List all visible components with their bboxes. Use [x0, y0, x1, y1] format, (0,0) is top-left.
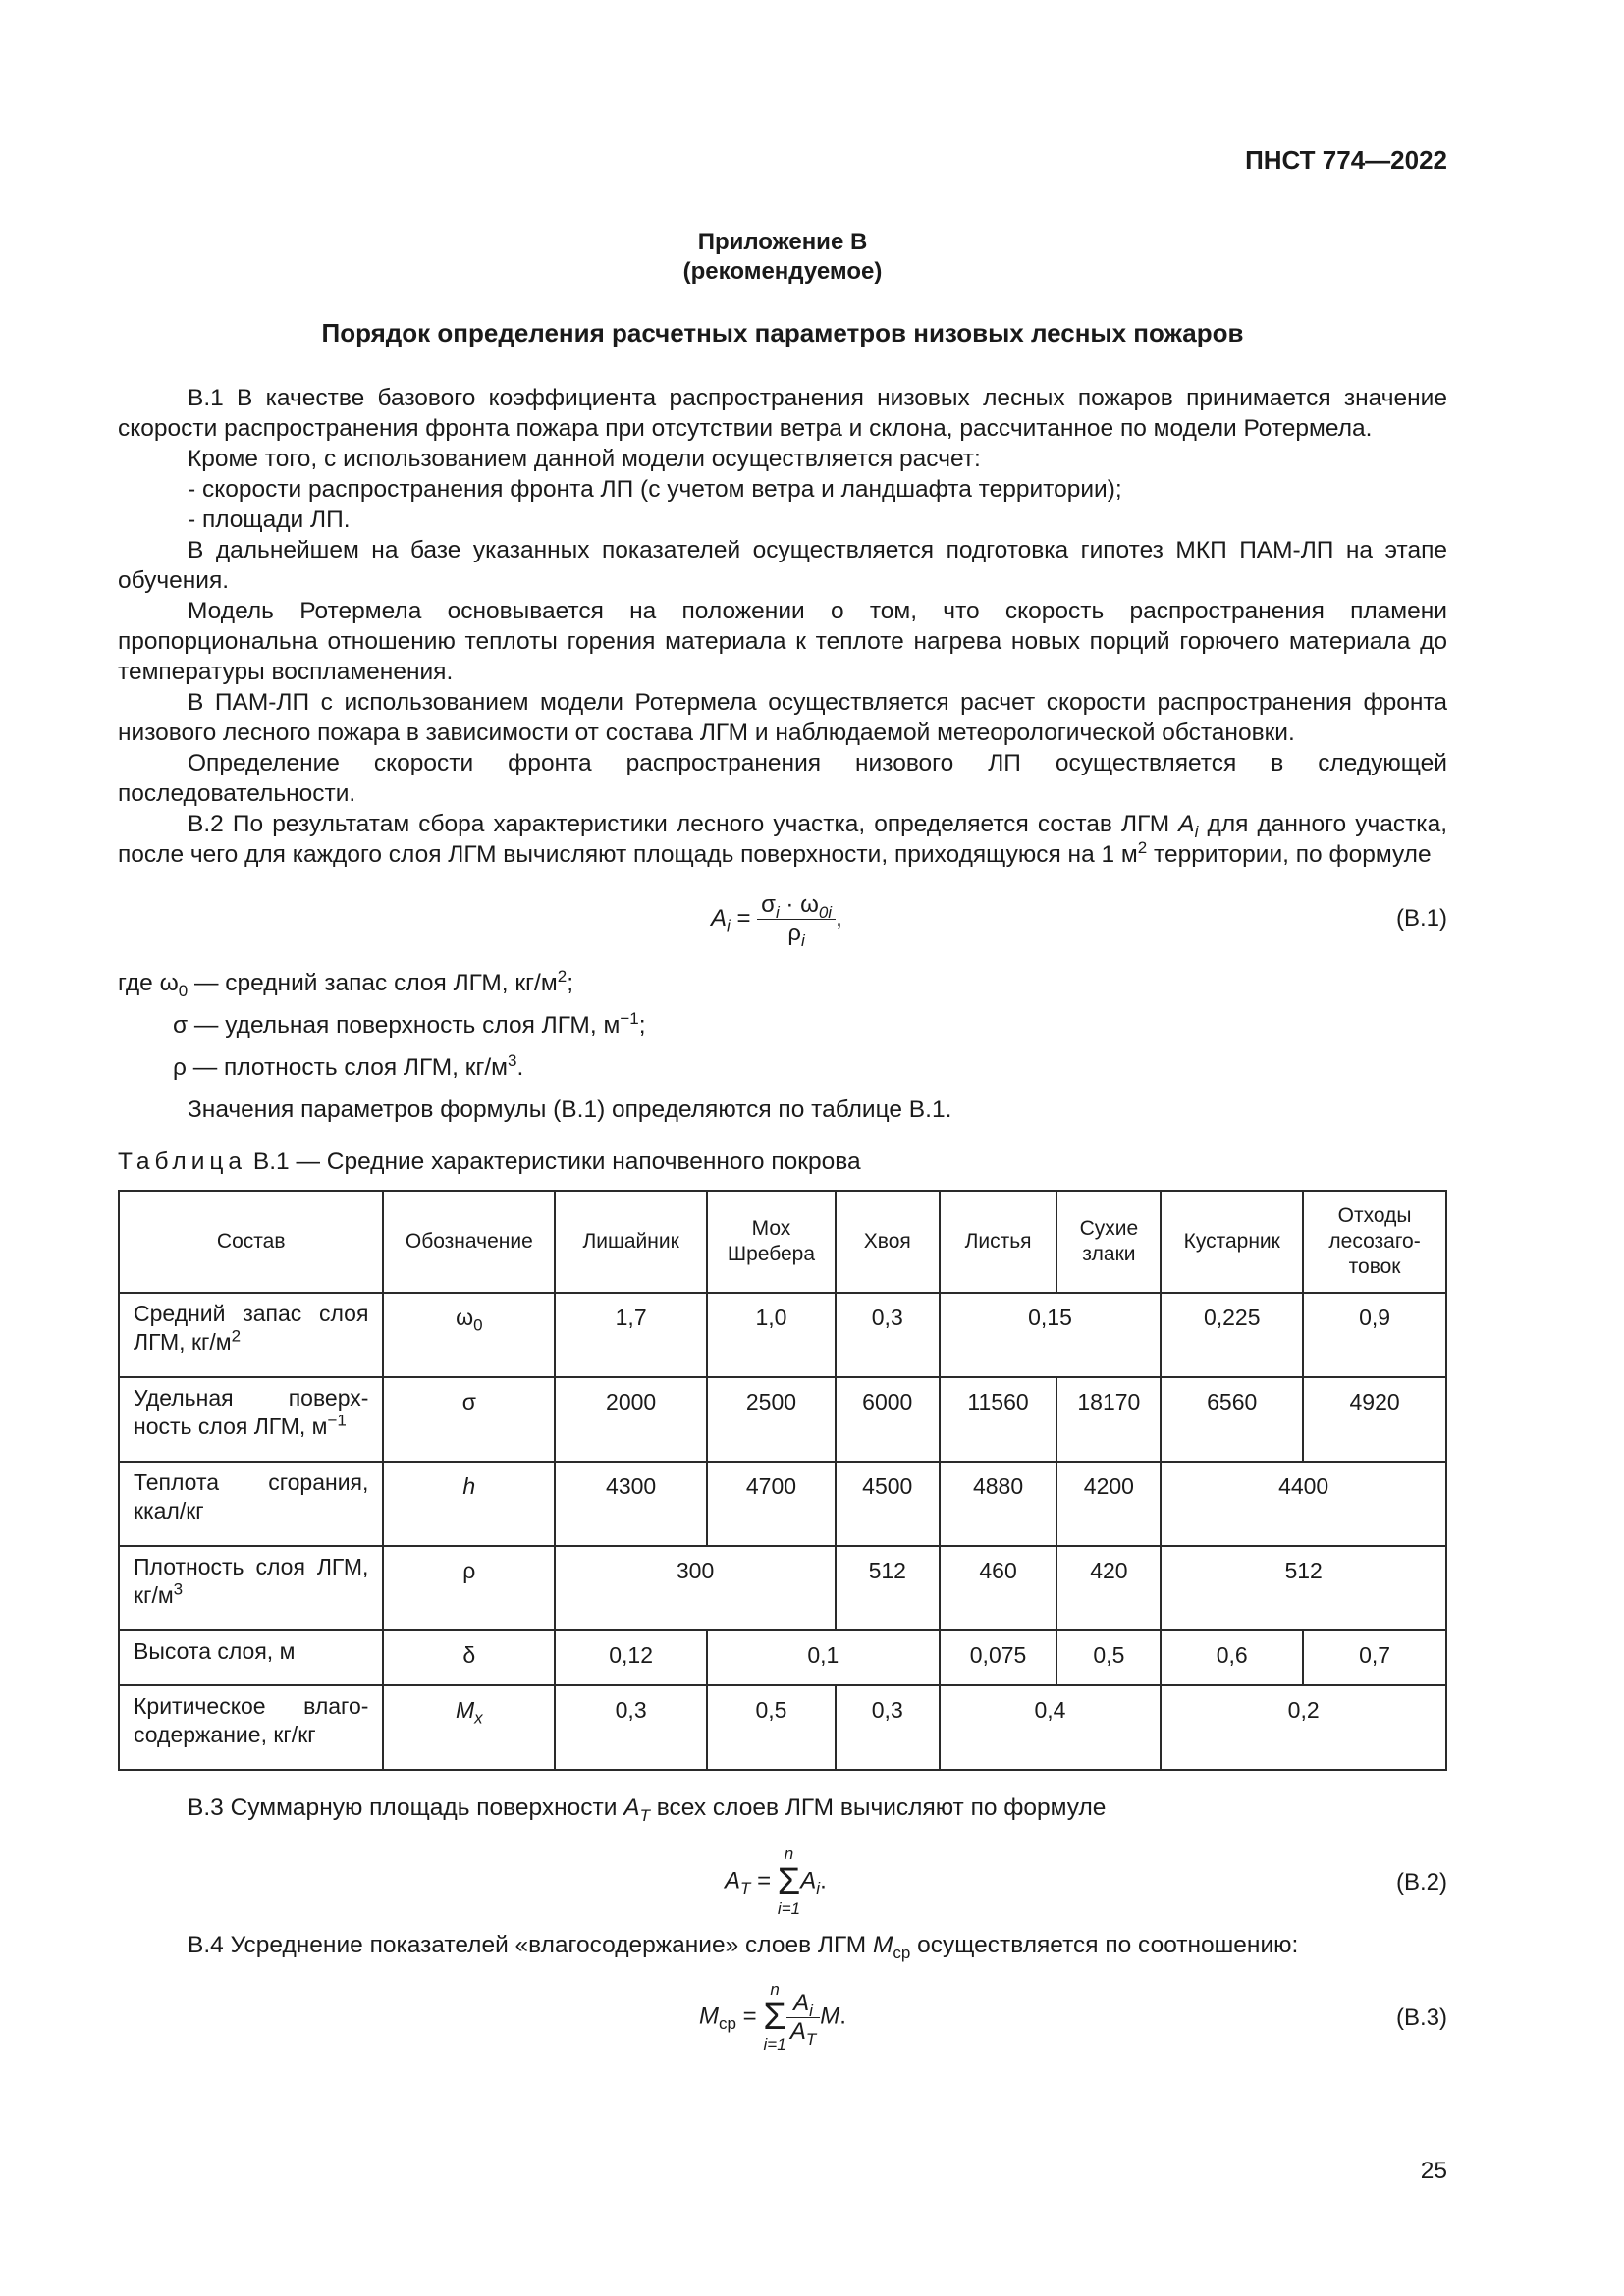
formula-number: (В.3) — [1395, 2004, 1447, 2031]
table-cell: 0,7 — [1303, 1630, 1446, 1685]
formula-legend — [118, 962, 951, 1131]
paragraph-b4: В.4 Усреднение показателей «влагосодержание» слоев ЛГМ $M_{ср}$ осуществляется по соотношению: — [188, 1932, 1299, 1962]
values-note: Значения параметров формулы (В.1) определяются по таблице В.1. — [188, 1096, 952, 1123]
table-row — [119, 1546, 1446, 1630]
characteristics-table — [118, 1190, 1447, 1771]
row-symbol: $M_x$ — [383, 1685, 555, 1770]
row-symbol: h — [383, 1462, 555, 1546]
paragraph: Определение скорости фронта распространения низового ЛП осуществляется в следующей последовательности. — [118, 750, 1447, 807]
table-cell: 0,225 — [1161, 1293, 1303, 1377]
paragraph: В ПАМ-ЛП с использованием модели Ротермела осуществляется расчет скорости распространения фронта низового лесного пожара в зависимости от состава ЛГМ и наблюдаемой метеорологической обстановки. — [118, 689, 1447, 746]
table-cell: 0,1 — [707, 1630, 940, 1685]
table-cell: 4500 — [836, 1462, 940, 1546]
row-label: Плотность слоя ЛГМ, $кг/м^3$ — [119, 1546, 383, 1630]
table-cell: 512 — [1161, 1546, 1446, 1630]
table-header: Лишайник — [555, 1191, 707, 1293]
table-row — [119, 1685, 1446, 1770]
table-header-row — [119, 1191, 1446, 1293]
table-cell: 2000 — [555, 1377, 707, 1462]
table-cell: 18170 — [1056, 1377, 1161, 1462]
table-cell: 0,12 — [555, 1630, 707, 1685]
legend-item: σ — удельная поверхность слоя ЛГМ, $м^{-1}$; — [173, 1008, 646, 1039]
paragraph: - площади ЛП. — [188, 507, 351, 533]
appendix-label: Приложение В — [697, 229, 868, 255]
table-cell: 2500 — [707, 1377, 836, 1462]
paragraph: Модель Ротермела основывается на положении о том, что скорость распространения пламени пропорциональна отношению теплоты горения материала к теплоте нагрева новых порций горючего материала до температуры воспламенения. — [118, 598, 1447, 685]
table-row — [119, 1462, 1446, 1546]
document-code: ПНСТ 774—2022 — [1245, 145, 1447, 175]
row-label: Критическое влаго-содержание, кг/кг — [119, 1685, 383, 1770]
table-cell: 512 — [836, 1546, 940, 1630]
table-cell: 0,6 — [1161, 1630, 1303, 1685]
paragraph-b2: В.2 По результатам сбора характеристики лесного участка, определяется состав ЛГМ $A_i$ для данного участка, после чего для каждого слоя ЛГМ вычисляют площадь поверхности, приходящуюся на 1 $м^2$ территории, по формуле — [118, 811, 1448, 868]
table-row — [119, 1293, 1446, 1377]
table-row — [119, 1630, 1446, 1685]
summation-sign: n Σ i=1 — [763, 1980, 786, 2054]
appendix-title — [0, 228, 1565, 287]
paragraph: Кроме того, с использованием данной модели осуществляется расчет: — [188, 446, 981, 472]
table-header: Сухие злаки — [1056, 1191, 1161, 1293]
row-label: Удельная поверх-ность слоя ЛГМ, $м^{-1}$ — [119, 1377, 383, 1462]
formula-b1: $A_i$ = $\frac{\sigma_i \cdot \omega_{0i}}{\rho_i}$ , — [711, 891, 842, 950]
formula-b2: $A_T$ = n Σ i=1 $A_i$. — [725, 1844, 827, 1918]
row-symbol: σ — [383, 1377, 555, 1462]
paragraph: - скорости распространения фронта ЛП (с учетом ветра и ландшафта территории); — [188, 476, 1122, 503]
row-symbol: $\omega_0$ — [383, 1293, 555, 1377]
formula-b3: $M_{ср}$ = n Σ i=1 $\frac{A_i}{A_T}$ M. — [699, 1980, 846, 2054]
table-cell: 420 — [1056, 1546, 1161, 1630]
table-cell: 1,7 — [555, 1293, 707, 1377]
table-header: Кустарник — [1161, 1191, 1303, 1293]
paragraph: В.1 В качестве базового коэффициента распространения низовых лесных пожаров принимается значение скорости распространения фронта пожара при отсутствии ветра и склона, рассчитанное по модели Ротермела. — [118, 385, 1447, 442]
table-cell: 4700 — [707, 1462, 836, 1546]
table-cell: 6000 — [836, 1377, 940, 1462]
row-label: Высота слоя, м — [119, 1630, 383, 1685]
table-cell: 300 — [555, 1546, 836, 1630]
table-cell: 4920 — [1303, 1377, 1446, 1462]
table-cell: 0,3 — [836, 1293, 940, 1377]
row-symbol: ρ — [383, 1546, 555, 1630]
table-header: Хвоя — [836, 1191, 940, 1293]
table-cell: 6560 — [1161, 1377, 1303, 1462]
table-cell: 1,0 — [707, 1293, 836, 1377]
table-cell: 0,3 — [836, 1685, 940, 1770]
table-cell: 0,4 — [940, 1685, 1162, 1770]
table-cell: 460 — [940, 1546, 1057, 1630]
appendix-status: (рекомендуемое) — [682, 258, 883, 285]
formula-number: (В.1) — [1395, 905, 1447, 932]
table-cell: 4200 — [1056, 1462, 1161, 1546]
table-header: Листья — [940, 1191, 1057, 1293]
fraction: $\frac{A_i}{A_T}$ — [786, 1990, 820, 2046]
row-label: Средний запас слоя ЛГМ, $кг/м^2$ — [119, 1293, 383, 1377]
table-header: Обозначение — [383, 1191, 555, 1293]
table-header: Отходы лесозаго-товок — [1303, 1191, 1446, 1293]
table-caption: Таблица В.1 — Средние характеристики напочвенного покрова — [118, 1148, 861, 1175]
table-header: Мох Шребера — [707, 1191, 836, 1293]
table-header: Состав — [119, 1191, 383, 1293]
table-cell: 0,5 — [1056, 1630, 1161, 1685]
table-cell: 0,9 — [1303, 1293, 1446, 1377]
fraction: $\frac{\sigma_i \cdot \omega_{0i}}{\rho_i}$ — [757, 891, 836, 947]
legend-item: ρ — плотность слоя ЛГМ, $кг/м^3$. — [173, 1050, 524, 1081]
table-cell: 0,5 — [707, 1685, 836, 1770]
summation-sign: n Σ i=1 — [777, 1844, 801, 1918]
formula-number: (В.2) — [1395, 1869, 1447, 1896]
paragraph-b3: В.3 Суммарную площадь поверхности $A_T$ всех слоев ЛГМ вычисляют по формуле — [188, 1794, 1107, 1825]
page-number: 25 — [1420, 2158, 1447, 2184]
table-cell: 0,3 — [555, 1685, 707, 1770]
body-text — [118, 383, 1447, 870]
table-cell: 0,15 — [940, 1293, 1162, 1377]
table-cell: 0,2 — [1161, 1685, 1446, 1770]
table-row — [119, 1377, 1446, 1462]
table-cell: 4300 — [555, 1462, 707, 1546]
paragraph: В дальнейшем на базе указанных показателей осуществляется подготовка гипотез МКП ПАМ-ЛП на этапе обучения. — [118, 537, 1447, 594]
row-label: Теплота сгорания, ккал/кг — [119, 1462, 383, 1546]
section-title: Порядок определения расчетных параметров низовых лесных пожаров — [321, 318, 1244, 347]
table-cell: 0,075 — [940, 1630, 1057, 1685]
table-cell: 11560 — [940, 1377, 1057, 1462]
table-cell: 4880 — [940, 1462, 1057, 1546]
row-symbol: δ — [383, 1630, 555, 1685]
legend-item: где $\omega_0$ — средний запас слоя ЛГМ, $кг/м^2$; — [118, 966, 573, 1000]
symbol-ai: $A_i$ — [1178, 811, 1199, 841]
table-cell: 4400 — [1161, 1462, 1446, 1546]
